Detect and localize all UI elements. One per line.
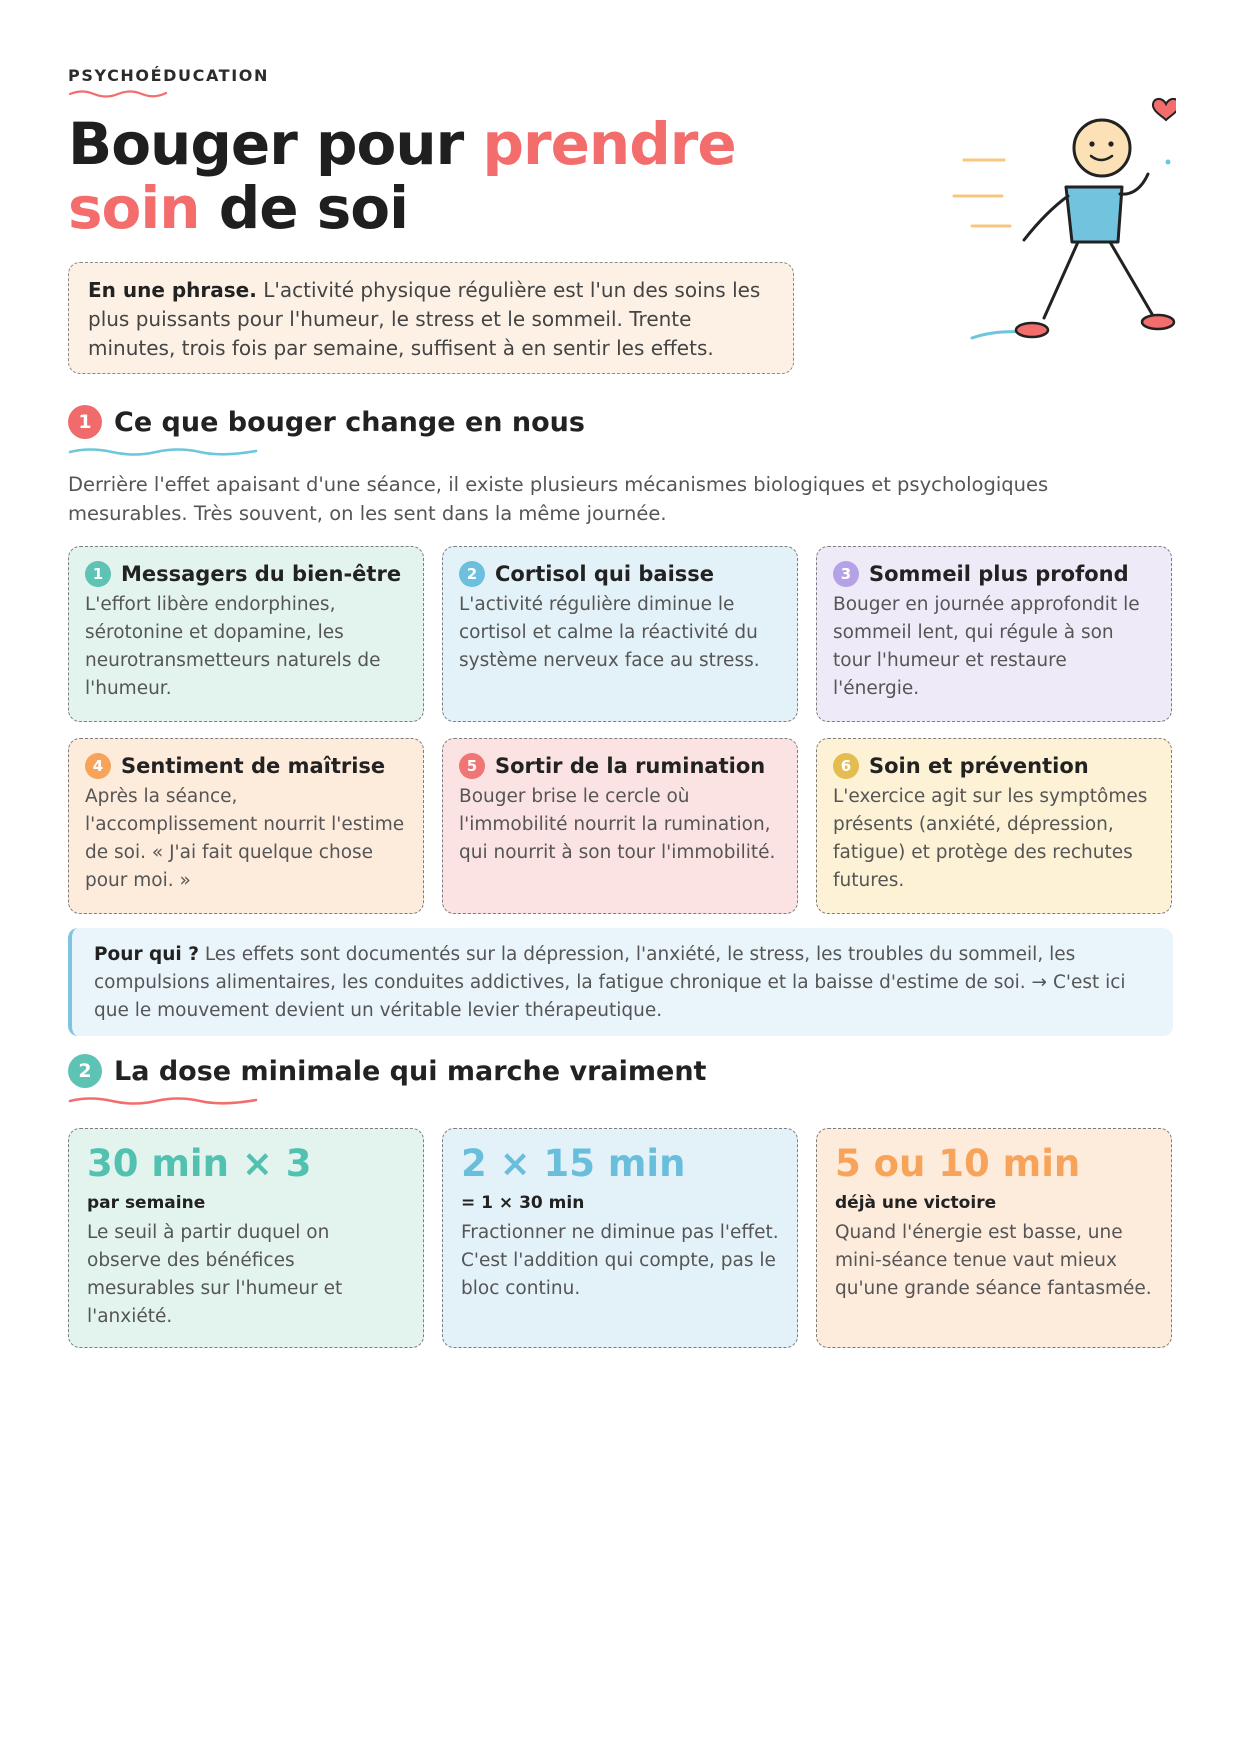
mechanism-card: [68, 546, 424, 722]
card-text: L'effort libère endorphines, sérotonine et dopamine, les neurotransmetteurs naturels de l'humeur.: [85, 594, 381, 699]
dose-value: 30 min × 3: [87, 1142, 312, 1185]
running-person-illustration: [876, 92, 1176, 362]
dose-card: [68, 1128, 424, 1348]
dose-subtitle: déjà une victoire: [835, 1193, 997, 1213]
card-title: Sommeil plus profond: [869, 562, 1129, 586]
card-text: L'exercice agit sur les symptômes présents (anxiété, dépression, fatigue) et protège des rechutes futures.: [833, 786, 1148, 891]
dose-subtitle: = 1 × 30 min: [461, 1193, 585, 1213]
dose-value: 5 ou 10 min: [835, 1142, 1081, 1185]
dose-card: [442, 1128, 798, 1348]
card-text: Bouger brise le cercle où l'immobilité nourrit la rumination, qui nourrit à son tour l'immobilité.: [459, 786, 776, 863]
card-number-badge: 3: [833, 561, 859, 587]
card-title: Sentiment de maîtrise: [121, 754, 386, 778]
card-number-badge: 1: [85, 561, 111, 587]
summary-text: L'activité physique régulière est l'un des soins les plus puissants pour l'humeur, le stress et le sommeil. Trente minutes, trois fois par semaine, suffisent à en sentir les effets.: [88, 278, 761, 360]
card-number-badge: 2: [459, 561, 485, 587]
card-number-badge: 6: [833, 753, 859, 779]
summary-lead: En une phrase.: [88, 278, 257, 302]
dose-text: Le seuil à partir duquel on observe des bénéfices mesurables sur l'humeur et l'anxiété.: [87, 1222, 343, 1327]
callout-box: [68, 928, 1173, 1036]
mechanism-card: [816, 546, 1172, 722]
dose-text: Quand l'énergie est basse, une mini-séance tenue vaut mieux qu'une grande séance fantasmée.: [835, 1222, 1152, 1299]
summary-box: [68, 262, 794, 374]
section-2-number-badge: 2: [68, 1054, 102, 1088]
card-title: Sortir de la rumination: [495, 754, 766, 778]
section-2-underline: [68, 1095, 258, 1107]
card-number-badge: 5: [459, 753, 485, 779]
eyebrow-underline: [68, 88, 168, 98]
callout-lead: Pour qui ?: [94, 944, 199, 965]
section-1-title: Ce que bouger change en nous: [114, 406, 585, 438]
section-1-underline: [68, 446, 258, 458]
dose-card: [816, 1128, 1172, 1348]
card-number-badge: 4: [85, 753, 111, 779]
dose-subtitle: par semaine: [87, 1193, 206, 1213]
dose-text: Fractionner ne diminue pas l'effet. C'est l'addition qui compte, pas le bloc continu.: [461, 1222, 779, 1299]
section-1-intro: Derrière l'effet apaisant d'une séance, il existe plusieurs mécanismes biologiques et psychologiques mesurables. Très souvent, on les sent dans la même journée.: [68, 473, 1049, 525]
section-2-heading: [68, 1054, 706, 1088]
title-accent: prendre soin: [68, 110, 736, 242]
mechanism-card: [442, 738, 798, 914]
card-text: Bouger en journée approfondit le sommeil lent, qui régule à son tour l'humeur et restaure l'énergie.: [833, 594, 1140, 699]
dose-value: 2 × 15 min: [461, 1142, 686, 1185]
eyebrow-label: PSYCHOÉDUCATION: [68, 66, 269, 85]
page-title: Bouger pour prendre soin de soi: [68, 110, 736, 242]
motion-lines-icon: [954, 160, 1010, 226]
card-title: Cortisol qui baisse: [495, 562, 715, 586]
mechanism-card: [816, 738, 1172, 914]
heart-icon: [1153, 99, 1176, 120]
card-title: Messagers du bien-être: [121, 562, 402, 586]
section-2-title: La dose minimale qui marche vraiment: [114, 1055, 707, 1087]
mechanism-card: [442, 546, 798, 722]
card-title: Soin et prévention: [869, 754, 1089, 778]
card-text: Après la séance, l'accomplissement nourrit l'estime de soi. « J'ai fait quelque chose pour moi. »: [85, 786, 405, 891]
section-1-number-badge: 1: [68, 405, 102, 439]
card-text: L'activité régulière diminue le cortisol et calme la réactivité du système nerveux face au stress.: [459, 594, 760, 671]
mechanism-card: [68, 738, 424, 914]
section-1-heading: [68, 405, 585, 439]
callout-text: Les effets sont documentés sur la dépression, l'anxiété, le stress, les troubles du sommeil, les compulsions alimentaires, les conduites addictives, la fatigue chronique et la baisse d'estime de soi. → C'est ici que le mouvement devient un véritable levier thérapeutique.: [94, 944, 1126, 1021]
